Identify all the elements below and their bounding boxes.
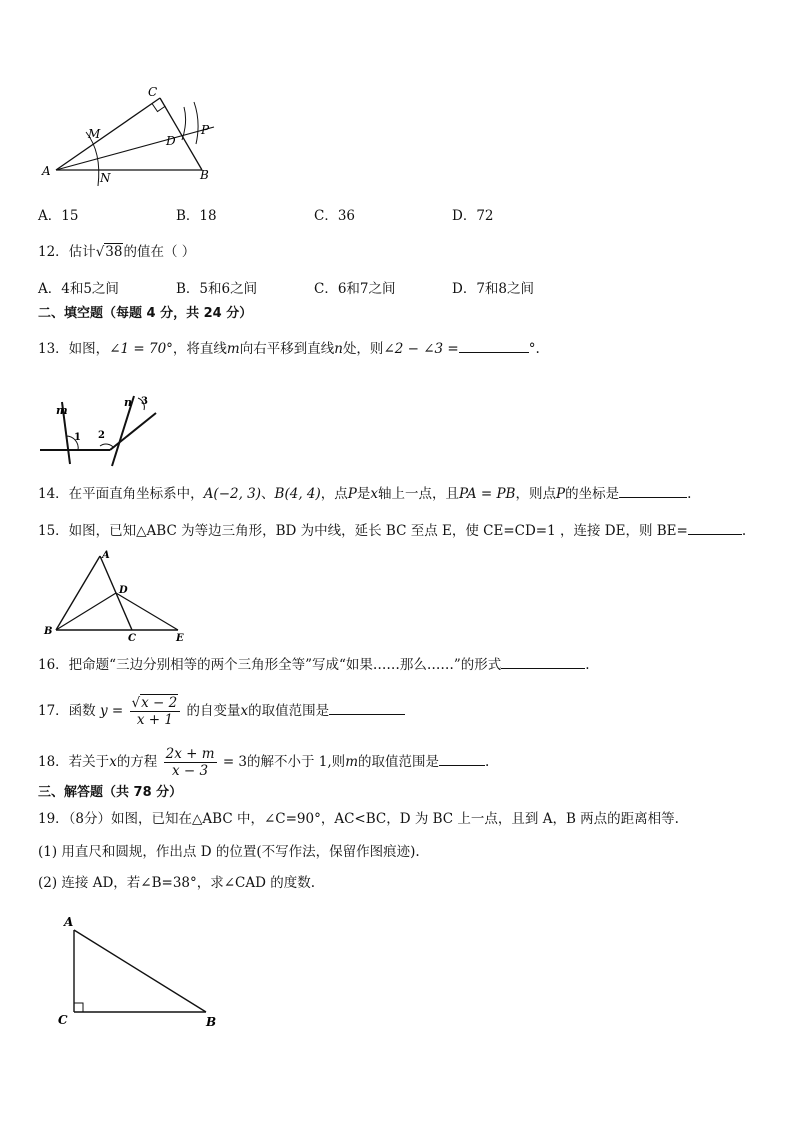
label-n: n [124, 396, 132, 409]
q15-figure [40, 546, 190, 644]
q12-option-b: B．5和6之间 [176, 281, 258, 297]
section-2-heading: 二、填空题（每题 4 分，共 24 分） [38, 306, 253, 321]
q15-text: 15．如图，已知△ABC 为等边三角形，BD 为中线，延长 BC 至点 E，使 CE=CD=1 ，连接 DE，则 BE= . [38, 520, 746, 540]
label-C: C [58, 1013, 68, 1027]
q18-fraction: $\frac{2x + m}{x - 3}$ [165, 746, 215, 779]
label-B: B [44, 626, 53, 637]
q13-figure [38, 388, 166, 468]
label-m: m [56, 404, 68, 417]
q18-answer-blank[interactable] [439, 751, 485, 766]
label-1: 1 [74, 432, 81, 443]
q12-option-c: C．6和7之间 [314, 281, 396, 297]
label-N: N [100, 171, 111, 185]
q19-part-2: (2) 连接 AD，若∠B=38°，求∠CAD 的度数. [38, 875, 316, 891]
q13-answer-blank[interactable] [459, 338, 529, 353]
q16-text: 16．把命题“三边分别相等的两个三角形全等”写成“如果……那么……”的形式 . [38, 654, 590, 674]
label-D: D [166, 134, 176, 148]
label-C: C [128, 633, 136, 644]
q17-text: 17．函数 y = $\frac{√x - 2}{x + 1}$ 的自变量x的取值范围是 [38, 693, 405, 729]
q17-fraction: $\frac{√x - 2}{x + 1}$ [130, 695, 181, 728]
label-B: B [206, 1015, 217, 1029]
q14-answer-blank[interactable] [619, 483, 687, 498]
label-P: P [201, 123, 210, 137]
q12-radicand: 38 [105, 244, 123, 260]
label-3: 3 [141, 396, 148, 407]
q11-option-d: D．72 [452, 208, 494, 224]
q12-option-d: D．7和8之间 [452, 281, 535, 297]
label-A: A [102, 550, 110, 561]
q15-answer-blank[interactable] [688, 520, 742, 535]
q11-figure [36, 82, 226, 192]
label-D: D [119, 585, 128, 596]
q19-figure [54, 908, 224, 1032]
label-2: 2 [98, 430, 105, 441]
q11-option-a: A．15 [38, 208, 79, 224]
label-E: E [176, 633, 184, 644]
q16-answer-blank[interactable] [501, 654, 585, 669]
q11-option-c: C．36 [314, 208, 356, 224]
q12-option-a: A．4和5之间 [38, 281, 119, 297]
q12-text: 12．估计√38的值在（ ） [38, 244, 196, 260]
q18-text: 18．若关于x的方程 $\frac{2x + m}{x - 3}$ = 3的解不小于 1,则m的取值范围是 . [38, 746, 490, 779]
q11-option-b: B．18 [176, 208, 217, 224]
label-C: C [148, 85, 158, 99]
q19-part-1: (1) 用直尺和圆规，作出点 D 的位置(不写作法，保留作图痕迹). [38, 844, 420, 860]
label-A: A [64, 915, 74, 929]
q17-answer-blank[interactable] [329, 700, 405, 715]
label-A: A [42, 164, 51, 178]
q14-text: 14．在平面直角坐标系中，A(−2, 3)、B(4, 4)，点P是x轴上一点，且PA = PB，则点P的坐标是 . [38, 483, 691, 503]
section-3-heading: 三、解答题（共 78 分） [38, 785, 183, 800]
label-B: B [200, 168, 209, 182]
q13-text: 13．如图，∠1 = 70°，将直线m向右平移到直线n处，则∠2 − ∠3 = °. [38, 338, 540, 358]
q19-text: 19．（8分）如图，已知在△ABC 中，∠C=90°，AC<BC，D 为 BC 上一点，且到 A，B 两点的距离相等. [38, 811, 679, 827]
label-M: M [88, 127, 101, 141]
